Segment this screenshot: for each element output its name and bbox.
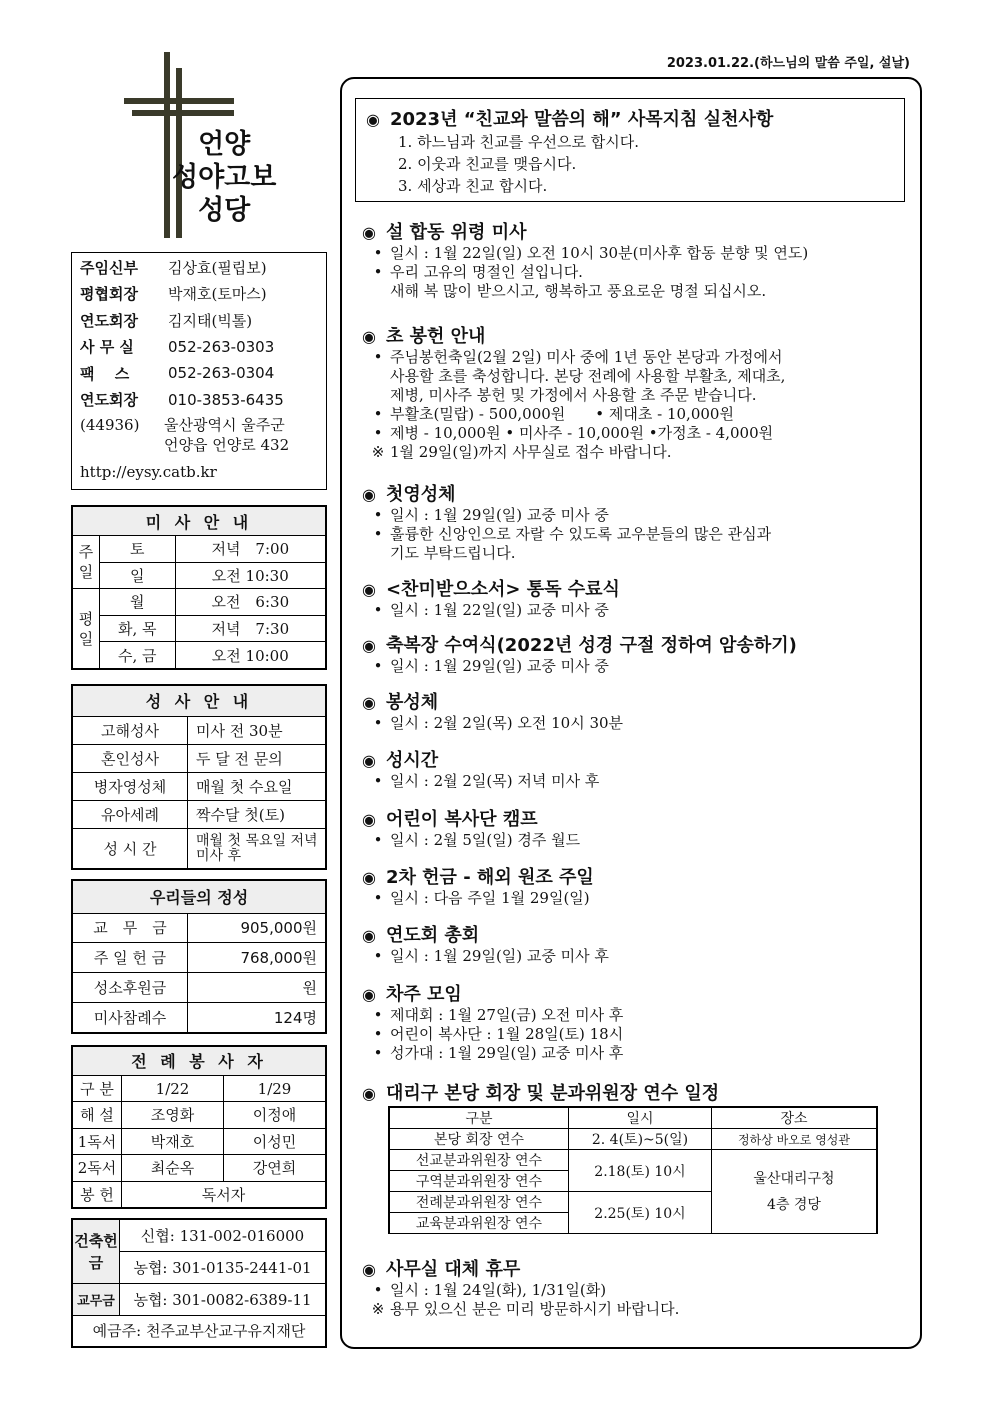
info-value: 김지태(빅톨) [168,311,253,330]
dot-icon: • [373,714,383,732]
address [80,415,326,455]
schedule-place [712,1150,877,1234]
schedule-event: 전례분과위원장 연수 [390,1192,569,1213]
info-value: 010-3853-6435 [168,390,284,409]
dot-icon: • [373,1044,383,1062]
notice-line: 어린이 복사단 : 1월 28일(토) 18시 [390,1025,624,1043]
dot-icon: • [373,424,383,442]
schedule-date: 2.18(토) 10시 [569,1150,712,1192]
offering-table [71,879,327,1034]
bullet-icon: ◉ [362,327,376,346]
offering-value: 905,000원 [188,913,326,943]
zip-code: (44936) [80,416,140,434]
schedule-date: 2. 4(토)~5(일) [569,1129,712,1150]
schedule-place: 정하상 바오로 영성관 [712,1129,877,1150]
notice-line: 일시 : 2월 2일(목) 오전 10시 30분 [390,714,624,732]
info-row [80,334,326,361]
church-name [172,128,276,227]
offering-name: 주 일 헌 금 [73,943,188,973]
info-label: 사 무 실 [80,338,134,357]
bulletin-date: 2023.01.22.(하느님의 말씀 주일, 설날) [666,56,910,71]
servers-name: 최순옥 [122,1155,224,1181]
bullet-icon: ◉ [362,1084,376,1103]
notice-line: 성가대 : 1월 29일(일) 교중 미사 후 [390,1044,624,1062]
notice-section [362,805,918,850]
notice-line: 일시 : 1월 22일(일) 교중 미사 중 [390,601,609,619]
table-title: 미 사 안 내 [73,507,326,536]
servers-header: 구 분 [73,1075,122,1101]
church-name-line: 성당 [198,195,251,226]
bullet-icon: ◉ [366,110,380,129]
notice-line: 제대회 : 1월 27일(금) 오전 미사 후 [390,1006,624,1024]
section-title: 설 합동 위령 미사 [385,222,527,243]
mass-time: 저녁 7:00 [175,536,325,563]
church-name-line: 언양 [198,129,251,160]
sacrament-value: 매월 첫 수요일 [188,772,326,800]
mass-day: 월 [100,589,176,616]
info-label: 연도회장 [80,311,138,330]
sacrament-value: 매월 첫 목요일 저녁미사 후 [188,829,326,869]
training-schedule-table [388,1106,878,1234]
notice-line: 제병 - 10,000원 • 미사주 - 10,000원 •가정초 - 4,000원 [390,424,774,442]
bullet-icon: ◉ [362,1260,376,1279]
mass-day: 수, 금 [100,642,176,669]
section-title: 성시간 [385,750,439,771]
bullet-icon: ◉ [362,868,376,887]
guideline-item: 2. 이웃과 친교를 맺읍시다. [398,155,577,173]
info-row [80,387,326,414]
dot-icon: • [373,947,383,965]
dot-icon: • [373,772,383,790]
mass-day: 토 [100,536,176,563]
notice-section [362,1079,918,1105]
schedule-event: 교육분과위원장 연수 [390,1213,569,1234]
dot-icon: • [373,263,383,281]
dot-icon: • [373,506,383,524]
offering-value: 원 [188,973,326,1003]
notice-line: 주님봉헌축일(2월 2일) 미사 중에 1년 동안 본당과 가정에서 [390,348,783,366]
mass-day: 화, 목 [100,615,176,642]
dot-icon: • [373,1006,383,1024]
info-value: 김상효(필립보) [168,258,267,277]
pastoral-guideline-box [355,98,905,202]
mass-time: 오전 6:30 [175,589,325,616]
schedule-event: 본당 회장 연수 [390,1129,569,1150]
notice-section [362,980,918,1063]
section-title: 2차 헌금 - 해외 원조 주일 [385,867,594,888]
info-value: 052-263-0303 [168,337,275,356]
notice-line: 새해 복 많이 받으시고, 행복하고 풍요로운 명절 되십시오. [390,282,767,300]
place-line: 4층 경당 [767,1196,821,1213]
offering-value: 768,000원 [188,943,326,973]
section-title: 대리구 본당 회장 및 분과위원장 연수 일정 [385,1083,720,1104]
section-title: 연도회 총회 [385,925,480,946]
servers-name: 이성민 [224,1128,326,1154]
info-value: 박재호(토마스) [168,285,267,304]
website-link[interactable]: http://eysy.catb.kr [80,463,217,481]
note-icon: ※ [371,443,385,461]
building-fund-table [71,1218,327,1348]
sacrament-value: 미사 전 30분 [188,716,326,744]
bullet-icon: ◉ [362,985,376,1004]
section-title: 첫영성체 [385,484,456,505]
schedule-header: 장소 [712,1108,877,1129]
dot-icon: • [373,348,383,366]
section-title: 초 봉헌 안내 [385,326,486,347]
section-title: 사무실 대체 휴무 [385,1259,521,1280]
guideline-item: 1. 하느님과 친교를 우선으로 합시다. [398,133,640,151]
notice-line: 우리 고유의 명절인 설입니다. [390,263,583,281]
servers-name: 강연희 [224,1155,326,1181]
table-title: 우리들의 정성 [73,881,326,914]
guideline-item: 3. 세상과 친교 합시다. [398,177,548,195]
offering-name: 성소후원금 [73,973,188,1003]
bullet-icon: ◉ [362,485,376,504]
church-name-line: 성야고보 [172,162,277,193]
address-line: 언양읍 언양로 432 [164,436,290,454]
bullet-icon: ◉ [362,223,376,242]
sacrament-value: 짝수달 첫(토) [188,801,326,829]
sacrament-name: 유아세례 [73,801,188,829]
table-title: 성 사 안 내 [73,686,326,717]
notice-section [362,480,918,563]
servers-table [71,1045,327,1209]
dot-icon: • [373,889,383,907]
servers-role: 1독서 [73,1128,122,1154]
notice-note: 1월 29일(일)까지 사무실로 접수 바랍니다. [390,443,672,461]
table-title: 전 례 봉 사 자 [73,1047,326,1076]
notice-line: 훌륭한 신앙인으로 자랄 수 있도록 교우분들의 많은 관심과 [390,525,772,543]
bank-account: 농협: 301-0082-6389-11 [120,1284,326,1315]
servers-name: 독서자 [122,1181,326,1207]
notice-line: 일시 : 1월 29일(일) 교중 미사 후 [390,947,609,965]
servers-name: 이정애 [224,1102,326,1128]
schedule-event: 구역분과위원장 연수 [390,1171,569,1192]
dot-icon: • [373,405,383,423]
notice-line: 제병, 미사주 봉헌 및 가정에서 사용할 초 주문 받습니다. [390,386,757,404]
dot-icon: • [373,657,383,675]
fund-label: 건축헌금 [73,1220,120,1284]
offering-value: 124명 [188,1003,326,1033]
notice-section [362,322,918,462]
offering-name: 미사참례수 [73,1003,188,1033]
info-value: 052-263-0304 [168,364,275,383]
section-title: 2023년 “친교와 말씀의 해” 사목지침 실천사항 [389,109,774,130]
servers-header: 1/22 [122,1075,224,1101]
notice-section [362,863,918,908]
account-holder: 예금주: 천주교부산교구유지재단 [73,1315,326,1346]
notice-section [362,1255,918,1319]
bullet-icon: ◉ [362,810,376,829]
section-title: 축복장 수여식(2022년 성경 구절 정하여 암송하기) [385,635,797,656]
info-row [80,360,326,387]
section-title: 차주 모임 [385,984,462,1005]
mass-schedule-table [71,505,327,670]
notice-section [362,575,918,620]
info-label: 팩 스 [80,364,130,383]
notice-section [362,921,918,966]
schedule-date: 2.25(토) 10시 [569,1192,712,1234]
bullet-icon: ◉ [362,693,376,712]
note-icon: ※ [371,1300,385,1318]
sacrament-name: 성 시 간 [73,829,188,869]
notice-line: 일시 : 2월 5일(일) 경주 월드 [390,831,581,849]
notice-section [362,218,918,301]
sacrament-table [71,684,327,870]
servers-role: 봉 헌 [73,1181,122,1207]
notice-note: 용무 있으신 분은 미리 방문하시기 바랍니다. [390,1300,680,1318]
notice-line: 일시 : 1월 29일(일) 교중 미사 중 [390,657,609,675]
schedule-header: 일시 [569,1108,712,1129]
mass-time: 오전 10:30 [175,562,325,589]
info-row [80,254,326,281]
info-label: 주임신부 [80,258,138,277]
notice-line: 일시 : 1월 22일(일) 오전 10시 30분(미사후 합동 분향 및 연도) [390,244,809,262]
weekend-label: 주일 [73,536,100,589]
notice-line: 기도 부탁드립니다. [390,544,516,562]
fund-label: 교무금 [73,1284,120,1315]
notice-section [362,746,918,791]
section-title: 봉성체 [385,692,439,713]
info-label: 연도회장 [80,391,138,410]
dot-icon: • [373,831,383,849]
notice-section [362,631,918,676]
dot-icon: • [373,1025,383,1043]
schedule-header: 구분 [390,1108,569,1129]
bullet-icon: ◉ [362,751,376,770]
offering-name: 교 무 금 [73,913,188,943]
dot-icon: • [373,525,383,543]
weekday-label: 평일 [73,589,100,669]
servers-role: 해 설 [73,1102,122,1128]
section-title: 어린이 복사단 캠프 [385,809,538,830]
sacrament-value: 두 달 전 문의 [188,744,326,772]
notice-line: 일시 : 다음 주일 1월 29일(일) [390,889,590,907]
mass-time: 오전 10:00 [175,642,325,669]
notice-line: 사용할 초를 축성합니다. 본당 전례에 사용할 부활초, 제대초, [390,367,786,385]
bank-account: 농협: 301-0135-2441-01 [120,1252,326,1284]
bullet-icon: ◉ [362,580,376,599]
dot-icon: • [373,244,383,262]
notice-line: 일시 : 2월 2일(목) 저녁 미사 후 [390,772,600,790]
servers-role: 2독서 [73,1155,122,1181]
dot-icon: • [373,1281,383,1299]
place-line: 울산대리구청 [753,1170,835,1187]
notice-line: 일시 : 1월 24일(화), 1/31일(화) [390,1281,607,1299]
info-row [80,281,326,308]
notice-line: 일시 : 1월 29일(일) 교중 미사 중 [390,506,609,524]
sacrament-name: 병자영성체 [73,772,188,800]
notice-section [362,688,918,733]
schedule-event: 선교분과위원장 연수 [390,1150,569,1171]
bullet-icon: ◉ [362,926,376,945]
bullet-icon: ◉ [362,636,376,655]
mass-time: 저녁 7:30 [175,615,325,642]
servers-name: 조영화 [122,1102,224,1128]
info-row [80,307,326,334]
parish-info-box [71,252,327,490]
info-label: 평협회장 [80,285,138,304]
sacrament-name: 고해성사 [73,716,188,744]
notice-line: 부활초(밀랍) - 500,000원 • 제대초 - 10,000원 [390,405,734,423]
bank-account: 신협: 131-002-016000 [120,1220,326,1252]
dot-icon: • [373,601,383,619]
servers-name: 박재호 [122,1128,224,1154]
sacrament-name: 혼인성사 [73,744,188,772]
address-line: 울산광역시 울주군 [164,416,285,434]
servers-header: 1/29 [224,1075,326,1101]
section-title: <찬미받으소서> 통독 수료식 [385,579,620,600]
mass-day: 일 [100,562,176,589]
